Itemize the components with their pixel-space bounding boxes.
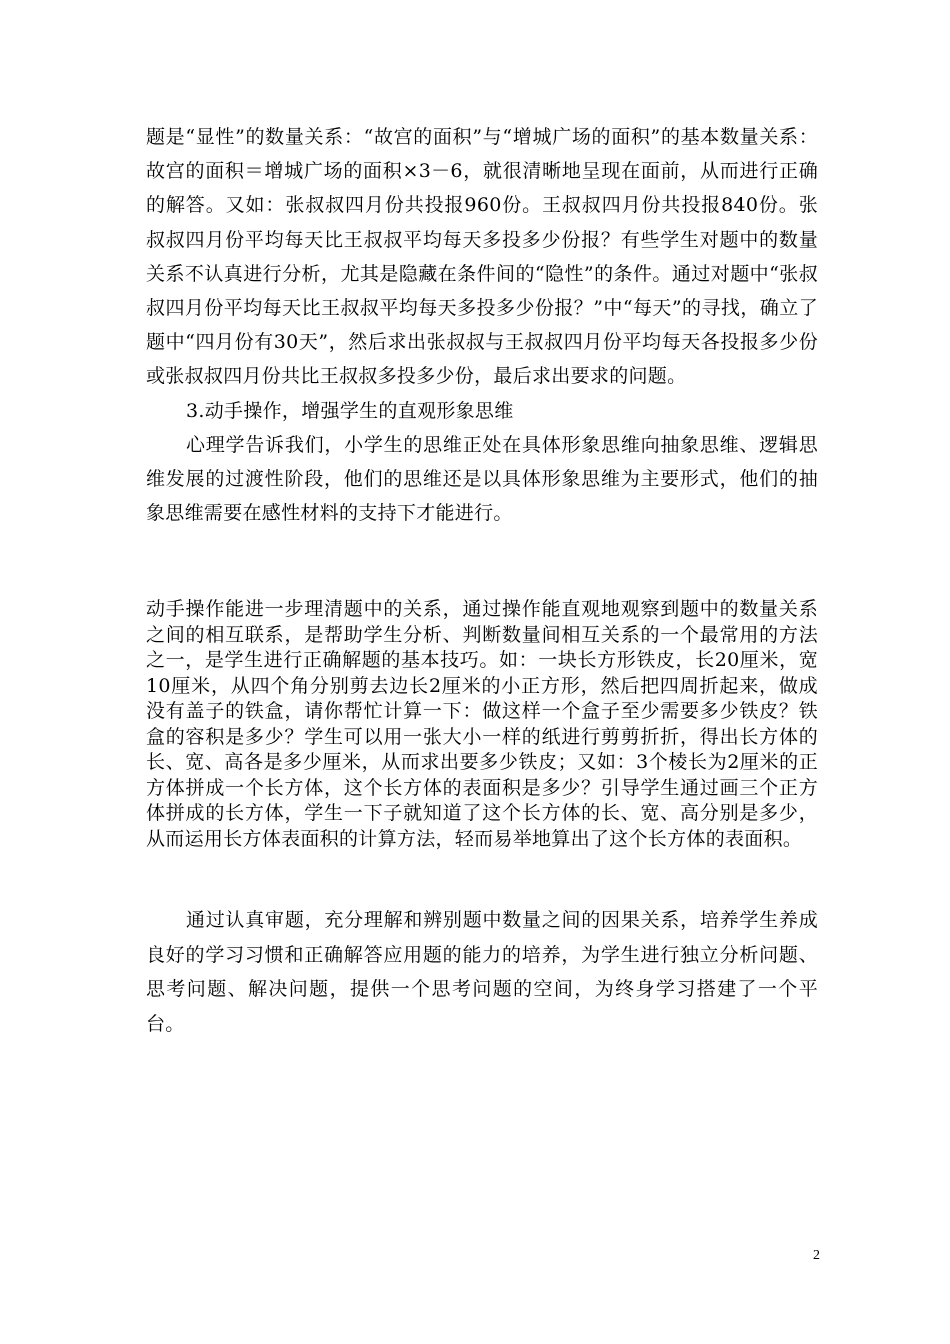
body-text-lower [146,903,818,1041]
paragraph-continued: 题是“显性”的数量关系：“故宫的面积”与“增城广场的面积”的基本数量关系：故宫的面积＝增城广场的面积×3－6，就很清晰地呈现在面前，从而进行正确的解答。又如：张叔叔四月份共投报960份。王叔叔四月份共投报840份。张叔叔四月份平均每天比王叔叔平均每天多投多少份报？有些学生对题中的数量关系不认真进行分析，尤其是隐藏在条件间的“隐性”的条件。通过对题中“张叔叔四月份平均每天比王叔叔平均每天多投多少份报？”中“每天”的寻找，确立了题中“四月份有30天”，然后求出张叔叔与王叔叔四月份平均每天各投报多少份或张叔叔四月份共比王叔叔多投多少份，最后求出要求的问题。 [146,126,818,388]
body-text-middle [146,597,818,852]
paragraph-conclusion: 通过认真审题，充分理解和辨别题中数量之间的因果关系，培养学生养成良好的学习习惯和正确解答应用题的能力的培养，为学生进行独立分析问题、思考问题、解决问题，提供一个思考问题的空间，为终身学习搭建了一个平台。 [146,909,818,1035]
paragraph-hands-on: 动手操作能进一步理清题中的关系，通过操作能直观地观察到题中的数量关系之间的相互联系，是帮助学生分析、判断数量间相互关系的一个最常用的方法之一，是学生进行正确解题的基本技巧。如：一块长方形铁皮，长20厘米，宽10厘米，从四个角分别剪去边长2厘米的小正方形，然后把四周折起来，做成没有盖子的铁盒，请你帮忙计算一下：做这样一个盒子至少需要多少铁皮？铁盒的容积是多少？学生可以用一张大小一样的纸进行剪剪折折，得出长方体的长、宽、高各是多少厘米，从而求出要多少铁皮；又如：3个棱长为2厘米的正方体拼成一个长方体，这个长方体的表面积是多少？引导学生通过画三个正方体拼成的长方体，学生一下子就知道了这个长方体的长、宽、高分别是多少，从而运用长方体表面积的计算方法，轻而易举地算出了这个长方体的表面积。 [146,598,818,850]
paragraph-psychology: 心理学告诉我们，小学生的思维正处在具体形象思维向抽象思维、逻辑思维发展的过渡性阶段，他们的思维还是以具体形象思维为主要形式，他们的抽象思维需要在感性材料的支持下才能进行。 [146,433,818,525]
section-heading-3: 3.动手操作，增强学生的直观形象思维 [186,399,514,422]
body-text-upper [146,120,818,530]
page-number: 2 [813,1248,820,1263]
